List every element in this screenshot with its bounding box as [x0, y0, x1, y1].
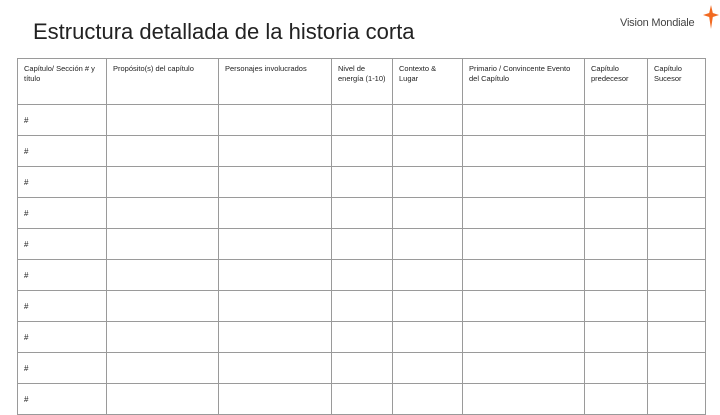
column-header: Capítulo predecesor	[585, 59, 648, 105]
table-cell[interactable]	[107, 260, 219, 291]
table-cell[interactable]	[585, 260, 648, 291]
table-cell[interactable]	[219, 260, 332, 291]
table-cell[interactable]	[648, 198, 706, 229]
table-cell[interactable]	[648, 167, 706, 198]
table-cell[interactable]	[107, 291, 219, 322]
table-row	[18, 260, 706, 291]
chapter-number-cell[interactable]: #	[18, 322, 107, 353]
table-cell[interactable]	[107, 229, 219, 260]
table-cell[interactable]	[332, 384, 393, 415]
story-structure-table	[17, 58, 706, 415]
column-header: Primario / Convincente Evento del Capítulo	[463, 59, 585, 105]
table-cell[interactable]	[107, 136, 219, 167]
table-cell[interactable]	[393, 229, 463, 260]
chapter-number-cell[interactable]: #	[18, 167, 107, 198]
table-cell[interactable]	[463, 229, 585, 260]
table-body	[18, 105, 706, 415]
table-cell[interactable]	[219, 167, 332, 198]
table-row	[18, 322, 706, 353]
table-cell[interactable]	[393, 105, 463, 136]
table-cell[interactable]	[219, 384, 332, 415]
table-cell[interactable]	[332, 291, 393, 322]
table-cell[interactable]	[219, 105, 332, 136]
table-cell[interactable]	[393, 167, 463, 198]
table-header-row	[18, 59, 706, 105]
table-cell[interactable]	[648, 353, 706, 384]
column-header: Nivel de energía (1-10)	[332, 59, 393, 105]
table-cell[interactable]	[393, 136, 463, 167]
table-cell[interactable]	[107, 322, 219, 353]
column-header: Capítulo Sucesor	[648, 59, 706, 105]
table-row	[18, 229, 706, 260]
chapter-number-cell[interactable]: #	[18, 353, 107, 384]
table-row	[18, 353, 706, 384]
table-cell[interactable]	[585, 291, 648, 322]
table-cell[interactable]	[107, 105, 219, 136]
chapter-number-cell[interactable]: #	[18, 291, 107, 322]
chapter-number-cell[interactable]: #	[18, 260, 107, 291]
table-cell[interactable]	[219, 353, 332, 384]
chapter-number-cell[interactable]: #	[18, 384, 107, 415]
table-cell[interactable]	[585, 384, 648, 415]
table-cell[interactable]	[219, 291, 332, 322]
table-cell[interactable]	[107, 198, 219, 229]
chapter-number-cell[interactable]: #	[18, 229, 107, 260]
table-cell[interactable]	[648, 105, 706, 136]
table-row	[18, 167, 706, 198]
world-vision-logo	[618, 4, 720, 38]
table-cell[interactable]	[107, 167, 219, 198]
table-cell[interactable]	[393, 322, 463, 353]
table-cell[interactable]	[585, 136, 648, 167]
column-header: Contexto & Lugar	[393, 59, 463, 105]
chapter-number-cell[interactable]: #	[18, 105, 107, 136]
table-cell[interactable]	[585, 353, 648, 384]
table-cell[interactable]	[648, 136, 706, 167]
table-cell[interactable]	[648, 260, 706, 291]
table-row	[18, 291, 706, 322]
table-cell[interactable]	[332, 136, 393, 167]
table-cell[interactable]	[463, 322, 585, 353]
table-cell[interactable]	[463, 384, 585, 415]
table-cell[interactable]	[332, 260, 393, 291]
table-cell[interactable]	[219, 229, 332, 260]
star-icon	[702, 4, 720, 30]
table-cell[interactable]	[585, 167, 648, 198]
table-cell[interactable]	[585, 229, 648, 260]
table-cell[interactable]	[332, 322, 393, 353]
table-cell[interactable]	[463, 353, 585, 384]
table-cell[interactable]	[463, 291, 585, 322]
table-cell[interactable]	[332, 198, 393, 229]
table-row	[18, 198, 706, 229]
table-row	[18, 384, 706, 415]
table-cell[interactable]	[585, 198, 648, 229]
table-cell[interactable]	[219, 136, 332, 167]
table-cell[interactable]	[107, 384, 219, 415]
table-cell[interactable]	[585, 322, 648, 353]
chapter-number-cell[interactable]: #	[18, 198, 107, 229]
table-cell[interactable]	[463, 105, 585, 136]
chapter-number-cell[interactable]: #	[18, 136, 107, 167]
slide-title: Estructura detallada de la historia corta	[33, 19, 415, 44]
table-cell[interactable]	[648, 322, 706, 353]
table-cell[interactable]	[648, 229, 706, 260]
table-cell[interactable]	[332, 105, 393, 136]
table-cell[interactable]	[393, 353, 463, 384]
column-header: Propósito(s) del capítulo	[107, 59, 219, 105]
table-row	[18, 105, 706, 136]
table-cell[interactable]	[463, 260, 585, 291]
table-cell[interactable]	[219, 198, 332, 229]
table-cell[interactable]	[393, 384, 463, 415]
column-header: Personajes involucrados	[219, 59, 332, 105]
table-cell[interactable]	[463, 198, 585, 229]
table-cell[interactable]	[332, 229, 393, 260]
logo-text: Vision Mondiale	[620, 17, 695, 29]
column-header: Capítulo/ Sección # y título	[18, 59, 107, 105]
table-cell[interactable]	[393, 260, 463, 291]
table-cell[interactable]	[332, 167, 393, 198]
table-cell[interactable]	[463, 136, 585, 167]
table-cell[interactable]	[393, 198, 463, 229]
table-cell[interactable]	[463, 167, 585, 198]
table-row	[18, 136, 706, 167]
table-cell[interactable]	[107, 353, 219, 384]
table-cell[interactable]	[219, 322, 332, 353]
table-cell[interactable]	[648, 291, 706, 322]
table-cell[interactable]	[332, 353, 393, 384]
table-cell[interactable]	[585, 105, 648, 136]
table-cell[interactable]	[393, 291, 463, 322]
table-cell[interactable]	[648, 384, 706, 415]
